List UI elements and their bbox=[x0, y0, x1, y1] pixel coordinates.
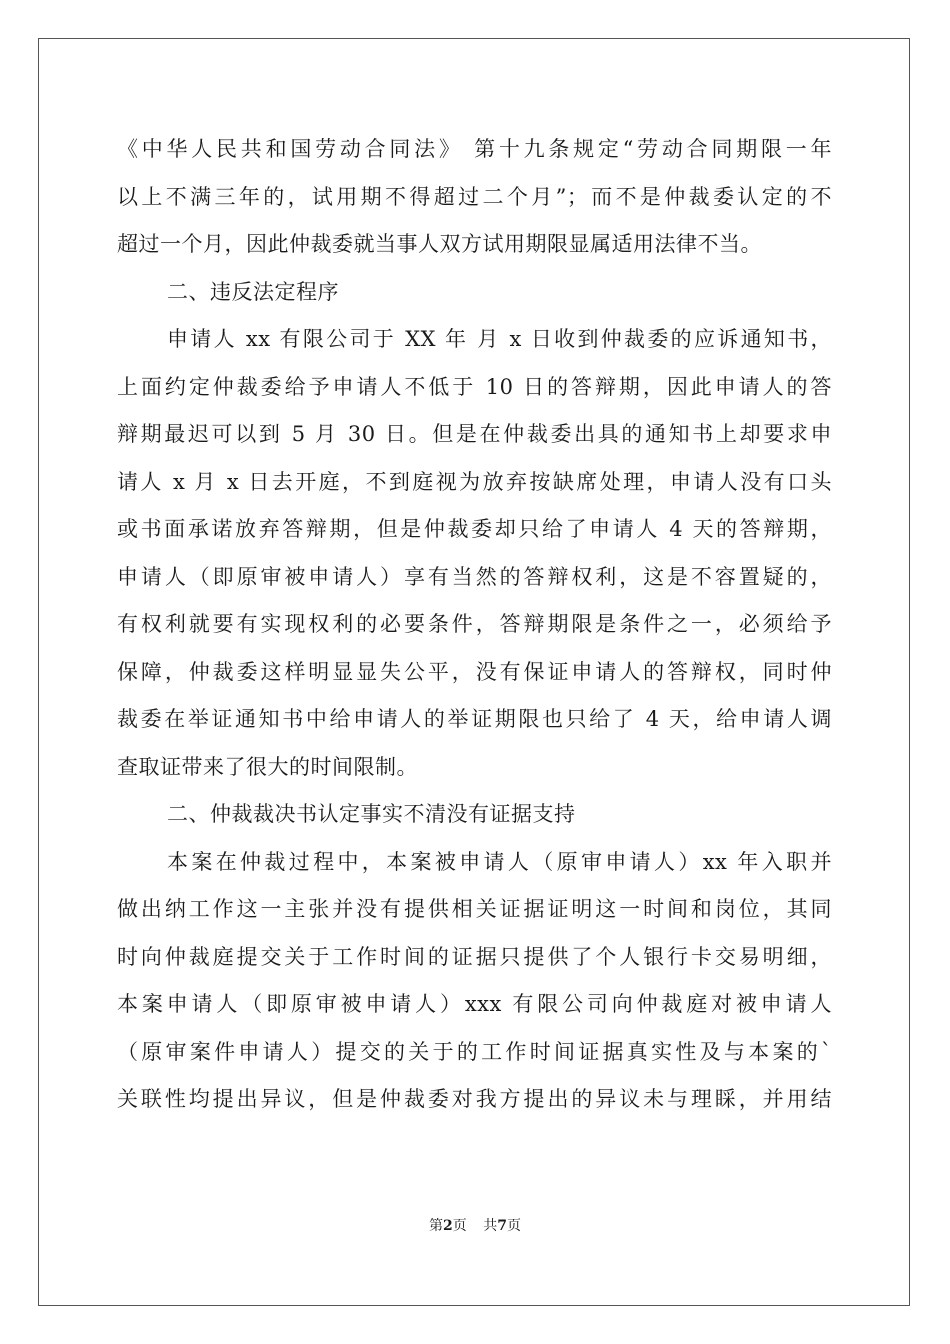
page-suffix: 页 bbox=[452, 1218, 467, 1234]
text-line: （原审案件申请人）提交的关于的工作时间证据真实性及与本案的` bbox=[117, 1039, 832, 1064]
text-line: 或书面承诺放弃答辩期，但是仲裁委却只给了申请人 4 天的答辩期， bbox=[117, 517, 832, 541]
text-line: 有权利就要有实现权利的必要条件，答辩期限是条件之一，必须给予 bbox=[117, 612, 832, 636]
text-line: 以上不满三年的，试用期不得超过二个月”；而不是仲裁委认定的不 bbox=[117, 184, 832, 209]
section-heading: 二、仲裁裁决书认定事实不清没有证据支持 bbox=[167, 802, 576, 826]
text-line: 申请人（即原审被申请人）享有当然的答辩权利，这是不容置疑的， bbox=[117, 564, 832, 589]
text-line: 上面约定仲裁委给予申请人不低于 10 日的答辩期，因此申请人的答 bbox=[117, 374, 832, 399]
text-line: 保障，仲裁委这样明显显失公平，没有保证申请人的答辩权，同时仲 bbox=[117, 659, 832, 684]
text-line: 时向仲裁庭提交关于工作时间的证据只提供了个人银行卡交易明细， bbox=[117, 944, 832, 969]
text-line: 本案在仲裁过程中，本案被申请人（原审申请人）xx 年入职并 bbox=[167, 849, 832, 874]
text-line: 超过一个月，因此仲裁委就当事人双方试用期限显属适用法律不当。 bbox=[117, 232, 762, 256]
text-line: 做出纳工作这一主张并没有提供相关证据证明这一时间和岗位，其同 bbox=[117, 897, 832, 921]
page-prefix: 第 bbox=[429, 1218, 444, 1234]
page-footer bbox=[0, 1215, 950, 1235]
page-indicator bbox=[429, 1218, 467, 1234]
page-number: 2 bbox=[443, 1218, 453, 1234]
text-line: 本案申请人（即原审被申请人）xxx 有限公司向仲裁庭对被申请人 bbox=[117, 992, 832, 1016]
text-line: 辩期最迟可以到 5 月 30 日。但是在仲裁委出具的通知书上却要求申 bbox=[117, 422, 832, 446]
text-line: 请人 x 月 x 日去开庭，不到庭视为放弃按缺席处理，申请人没有口头 bbox=[117, 469, 832, 494]
text-line: 《中华人民共和国劳动合同法》 第十九条规定“劳动合同期限一年 bbox=[117, 137, 832, 161]
text-line: 申请人 xx 有限公司于 XX 年 月 x 日收到仲裁委的应诉通知书， bbox=[167, 327, 832, 351]
document-body bbox=[117, 126, 832, 1124]
total-pages bbox=[483, 1218, 521, 1234]
text-line: 查取证带来了很大的时间限制。 bbox=[117, 754, 418, 779]
total-suffix: 页 bbox=[506, 1218, 521, 1234]
total-number: 7 bbox=[497, 1218, 507, 1234]
total-prefix: 共 bbox=[483, 1218, 498, 1234]
section-heading: 二、违反法定程序 bbox=[167, 279, 339, 304]
text-line: 关联性均提出异议，但是仲裁委对我方提出的异议未与理睬，并用结 bbox=[117, 1087, 832, 1111]
text-line: 裁委在举证通知书中给申请人的举证期限也只给了 4 天，给申请人调 bbox=[117, 707, 832, 731]
